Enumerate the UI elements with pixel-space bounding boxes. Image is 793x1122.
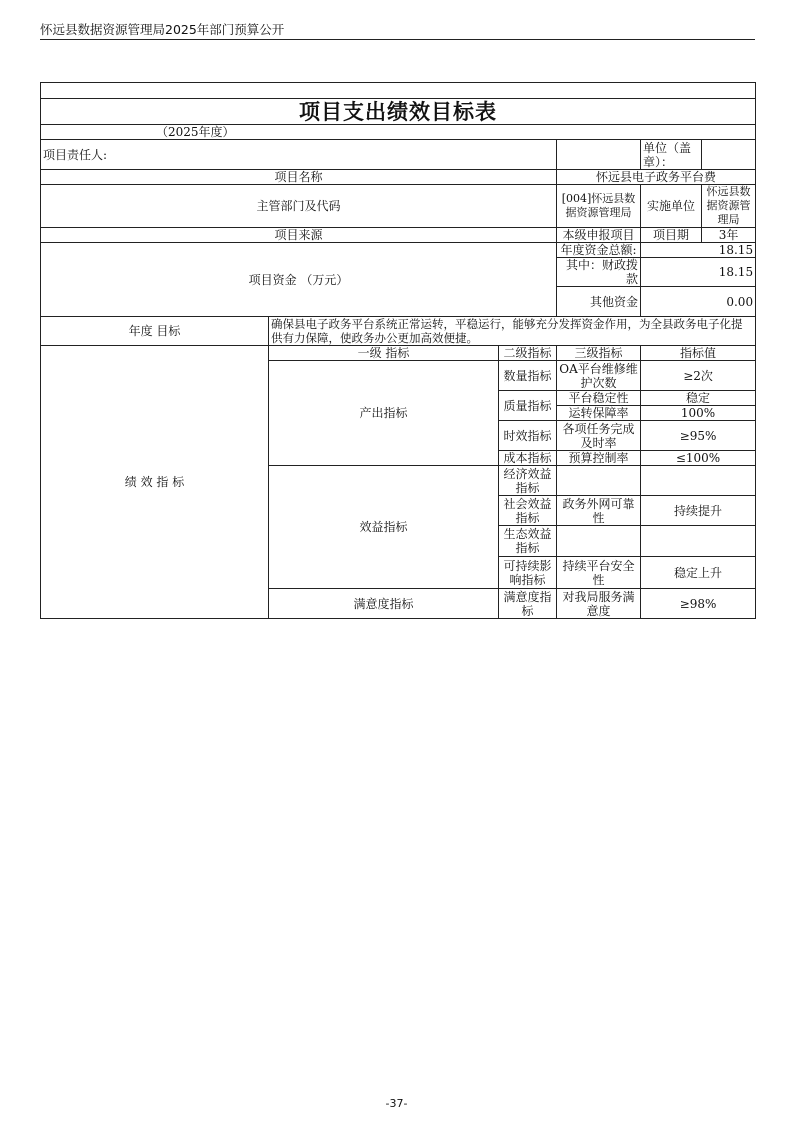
project-name-label: 项目名称 [41, 170, 557, 185]
document-header: 怀远县数据资源管理局2025年部门预算公开 [40, 22, 285, 37]
other-label: 其他资金 [557, 287, 641, 317]
impl-value: 怀远县数据资源管理局 [702, 185, 756, 228]
unit-label: 单位（盖章）： [641, 140, 702, 170]
benefit-label: 效益指标 [269, 466, 499, 589]
project-name: 怀远县电子政务平台费 [557, 170, 756, 185]
val-timeliness: ≥95% [641, 421, 756, 451]
header-divider [40, 39, 755, 40]
total-label: 年度资金总额: [557, 243, 641, 258]
output-label: 产出指标 [269, 361, 499, 466]
form-year: （2025年度） [41, 125, 756, 140]
l3-security: 持续平台安全性 [557, 557, 641, 589]
blank-row [41, 83, 756, 99]
val-guarantee: 100% [641, 406, 756, 421]
l3-oa-maintenance: OA平台维修维护次数 [557, 361, 641, 391]
val-economic [641, 466, 756, 496]
satisfaction-label: 满意度指标 [269, 589, 499, 619]
source-value: 本级申报项目 [557, 228, 641, 243]
goal-text: 确保县电子政务平台系统正常运转，平稳运行，能够充分发挥资金作用，为全县政务电子化提供有力保障，使政务办公更加高效便捷。 [269, 317, 756, 346]
period-label: 项目期 [641, 228, 702, 243]
val-reliability: 持续提升 [641, 496, 756, 526]
l3-economic [557, 466, 641, 496]
perf-label: 绩 效 指 标 [41, 346, 269, 619]
fiscal-label: 其中：财政拨款 [557, 258, 641, 287]
dept-value: [004]怀远县数据资源管理局 [557, 185, 641, 228]
other-value: 0.00 [641, 287, 756, 317]
goal-label: 年度 目标 [41, 317, 269, 346]
l2-quantity: 数量指标 [499, 361, 557, 391]
val-security: 稳定上升 [641, 557, 756, 589]
l3-guarantee: 运转保障率 [557, 406, 641, 421]
val-stability: 稳定 [641, 391, 756, 406]
col-value: 指标值 [641, 346, 756, 361]
val-ecological [641, 526, 756, 557]
val-oa-maintenance: ≥2次 [641, 361, 756, 391]
l2-economic: 经济效益指标 [499, 466, 557, 496]
val-satisfaction: ≥98% [641, 589, 756, 619]
l2-timeliness: 时效指标 [499, 421, 557, 451]
funds-label: 项目资金 （万元） [41, 243, 557, 317]
performance-table [40, 82, 756, 619]
period-value: 3年 [702, 228, 756, 243]
l3-budget: 预算控制率 [557, 451, 641, 466]
l2-social: 社会效益指标 [499, 496, 557, 526]
form-title: 项目支出绩效目标表 [41, 99, 756, 125]
l2-sustainable: 可持续影响指标 [499, 557, 557, 589]
page-number: -37- [385, 1097, 408, 1110]
fiscal-value: 18.15 [641, 258, 756, 287]
impl-label: 实施单位 [641, 185, 702, 228]
val-budget: ≤100% [641, 451, 756, 466]
l3-reliability: 政务外网可靠性 [557, 496, 641, 526]
unit-blank [702, 140, 756, 170]
col-level2: 二级指标 [499, 346, 557, 361]
l3-satisfaction: 对我局服务满意度 [557, 589, 641, 619]
l2-cost: 成本指标 [499, 451, 557, 466]
total-value: 18.15 [641, 243, 756, 258]
responsible-blank [557, 140, 641, 170]
source-label: 项目来源 [41, 228, 557, 243]
l3-stability: 平台稳定性 [557, 391, 641, 406]
l2-ecological: 生态效益指标 [499, 526, 557, 557]
l2-satisfaction: 满意度指标 [499, 589, 557, 619]
l2-quality: 质量指标 [499, 391, 557, 421]
col-level1: 一级 指标 [269, 346, 499, 361]
col-level3: 三级指标 [557, 346, 641, 361]
l3-ecological [557, 526, 641, 557]
dept-label: 主管部门及代码 [41, 185, 557, 228]
responsible-label: 项目责任人: [41, 140, 557, 170]
l3-timeliness: 各项任务完成及时率 [557, 421, 641, 451]
